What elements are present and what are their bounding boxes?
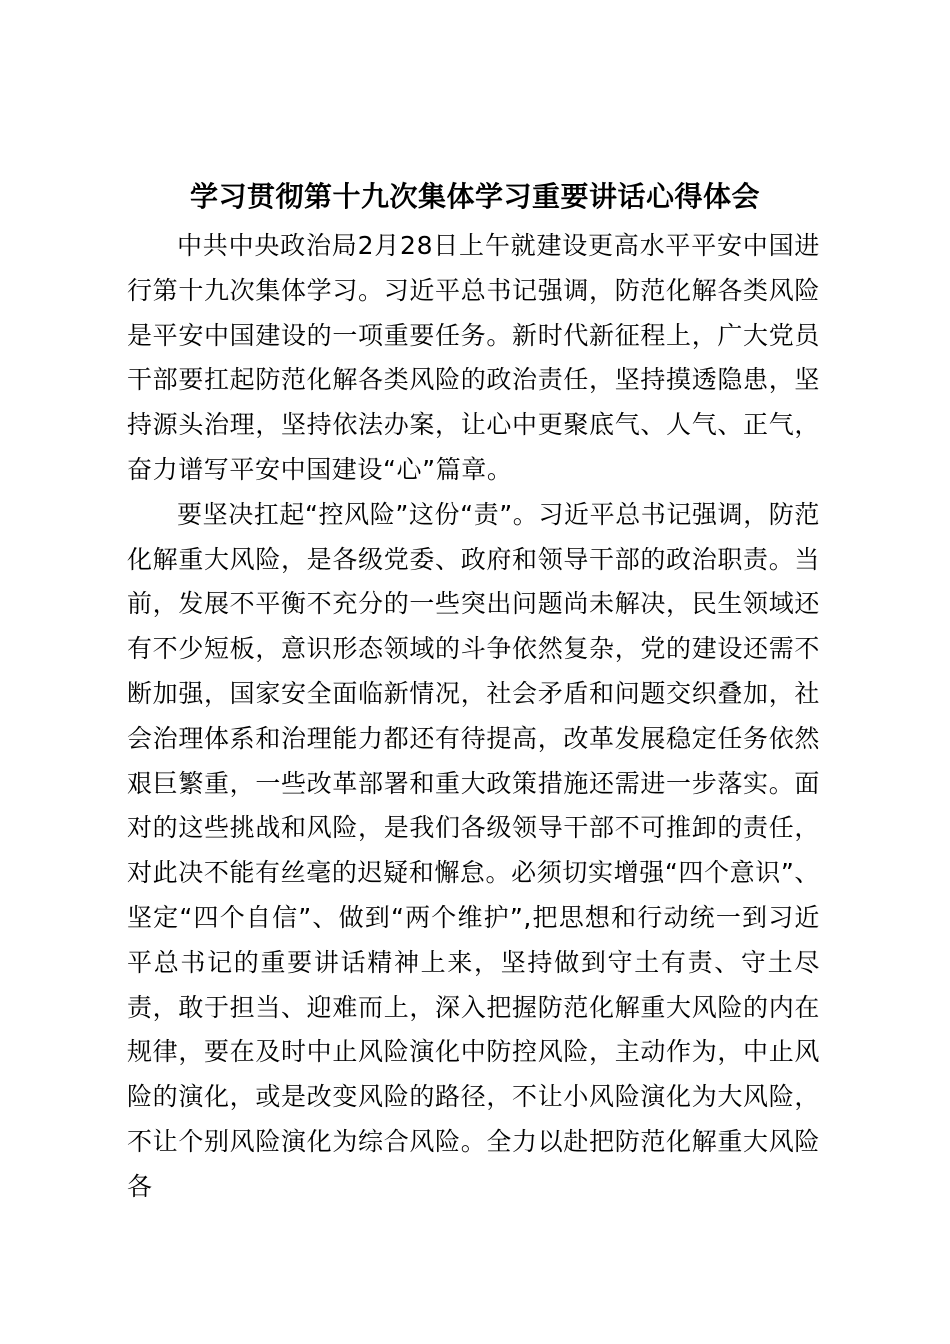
paragraph-2: 要坚决扛起“控风险”这份“责”。习近平总书记强调，防范化解重大风险，是各级党委、政府和领导干部的政治职责。当前，发展不平衡不充分的一些突出问题尚未解决，民生领域还有不少短板，意识形态领域的斗争依然复杂，党的建设还需不断加强，国家安全面临新情况，社会矛盾和问题交织叠加，社会治理体系和治理能力都还有待提高，改革发展稳定任务依然艰巨繁重，一些改革部署和重大政策措施还需进一步落实。面对的这些挑战和风险，是我们各级领导干部不可推卸的责任，对此决不能有丝毫的迟疑和懈怠。必须切实增强“四个意识”、坚定“四个自信”、做到“两个维护”,把思想和行动统一到习近平总书记的重要讲话精神上来，坚持做到守土有责、守土尽责，敢于担当、迎难而上，深入把握防范化解重大风险的内在规律，要在及时中止风险演化中防控风险，主动作为，中止风险的演化，或是改变风险的路径，不让小风险演化为大风险，不让个别风险演化为综合风险。全力以赴把防范化解重大风险各 <box>127 499 821 1201</box>
paragraph-1: 中共中央政治局2月28日上午就建设更高水平平安中国进行第十九次集体学习。习近平总书记强调，防范化解各类风险是平安中国建设的一项重要任务。新时代新征程上，广大党员干部要扛起防范化解各类风险的政治责任，坚持摸透隐患，坚持源头治理，坚持依法办案，让心中更聚底气、人气、正气，奋力谱写平安中国建设“心”篇章。 <box>127 231 820 484</box>
document-title: 学习贯彻第十九次集体学习重要讲话心得体会 <box>189 180 760 213</box>
document-body <box>127 224 820 1210</box>
